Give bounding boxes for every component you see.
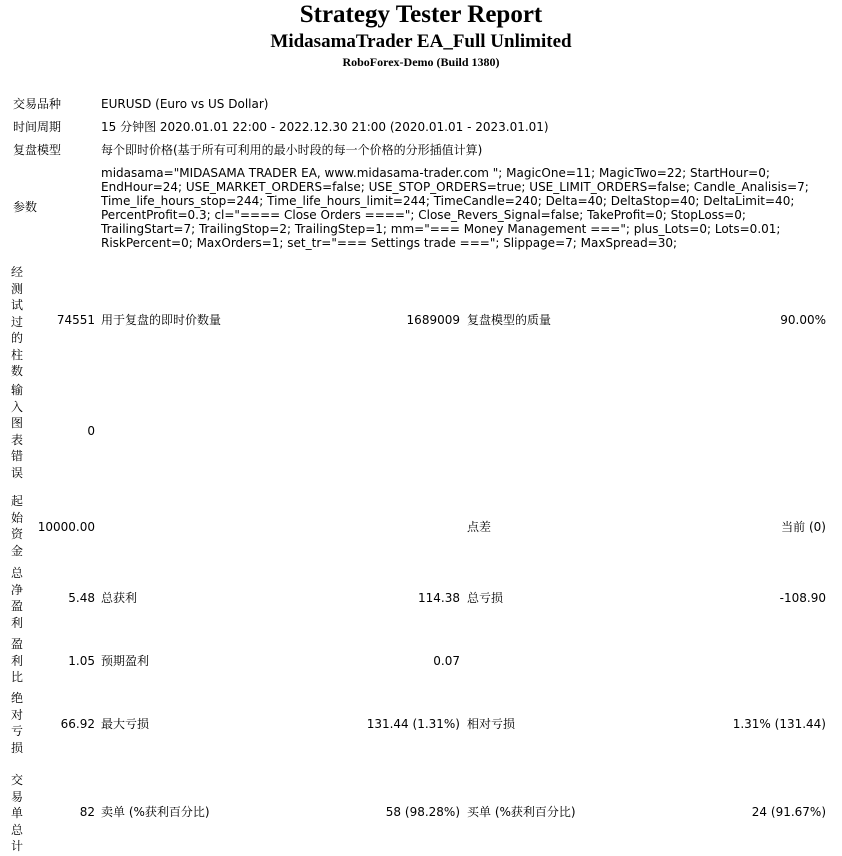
bars-label: 经测试过的柱数 [11, 265, 24, 378]
expected-payoff-label: 预期盈利 [101, 654, 150, 668]
ticks-label: 用于复盘的即时价数量 [101, 313, 222, 327]
max-drawdown-value: 131.44 (1.31%) [366, 717, 460, 731]
bars-value: 74551 [56, 313, 95, 327]
errors-value: 0 [87, 424, 95, 438]
ea-name: MidasamaTrader EA_Full Unlimited [270, 31, 572, 52]
long-positions-label: 买单 (%获利百分比) [467, 805, 576, 819]
report-title: Strategy Tester Report [299, 1, 543, 28]
ticks-value: 1689009 [406, 313, 460, 327]
gross-profit-label: 总获利 [101, 591, 138, 605]
abs-drawdown-value: 66.92 [60, 717, 95, 731]
params-value: midasama="MIDASAMA TRADER EA, www.midasama-trader.com "; MagicOne=11; MagicTwo=22; StartHour=0; EndHour=24; USE_MARKET_ORDERS=false; USE_STOP_ORDERS=true; USE_LIMIT_ORDERS=false; Candle_Analisis=7; Time_life_hours_stop=244; Time_life_hours_limit=244; TimeCandle=240; Delta=40; DeltaStop=40; DeltaLimit=40; PercentProfit=0.3; cl="==== Close Orders ===="; Close_Revers_Signal=false; TakeProfit=0; StopLoss=0; TrailingStart=7; TrailingStop=2; TrailingStep=1; mm="=== Money Management ==="; plus_Lots=0; Lots=0.01; RiskPercent=0; MaxOrders=1; set_tr="=== Settings trade ==="; Slippage=7; MaxSpread=30; [101, 166, 809, 250]
params-label: 参数 [13, 200, 38, 214]
period-label: 时间周期 [13, 120, 62, 134]
spread-label: 点差 [467, 520, 492, 534]
gross-profit-value: 114.38 [418, 591, 460, 605]
quality-label: 复盘模型的质量 [467, 313, 552, 327]
errors-label: 输入图表错误 [11, 383, 24, 480]
deposit-label: 起始资金 [11, 494, 24, 558]
server-build: RoboForex-Demo (Build 1380) [342, 55, 500, 69]
abs-drawdown-label: 绝对亏损 [11, 691, 24, 755]
gross-loss-value: -108.90 [779, 591, 826, 605]
long-positions-value: 24 (91.67%) [751, 805, 826, 819]
net-profit-label: 总净盈利 [11, 566, 24, 630]
spread-value: 当前 (0) [781, 520, 826, 534]
model-label: 复盘模型 [13, 143, 62, 157]
total-trades-label: 交易单总计 [11, 773, 24, 853]
expected-payoff-value: 0.07 [433, 654, 460, 668]
max-drawdown-label: 最大亏损 [101, 717, 150, 731]
profit-factor-value: 1.05 [68, 654, 95, 668]
symbol-value: EURUSD (Euro vs US Dollar) [101, 97, 269, 111]
model-value: 每个即时价格(基于所有可利用的最小时段的每一个价格的分形插值计算) [101, 143, 483, 157]
short-positions-label: 卖单 (%获利百分比) [101, 805, 210, 819]
total-trades-value: 82 [79, 805, 95, 819]
deposit-value: 10000.00 [37, 520, 95, 534]
rel-drawdown-value: 1.31% (131.44) [732, 717, 826, 731]
quality-value: 90.00% [780, 313, 826, 327]
profit-factor-label: 盈利比 [11, 637, 24, 684]
symbol-label: 交易品种 [13, 97, 62, 111]
net-profit-value: 5.48 [68, 591, 95, 605]
short-positions-value: 58 (98.28%) [385, 805, 460, 819]
gross-loss-label: 总亏损 [467, 591, 504, 605]
rel-drawdown-label: 相对亏损 [467, 717, 516, 731]
period-value: 15 分钟图 2020.01.01 22:00 - 2022.12.30 21:00 (2020.01.01 - 2023.01.01) [101, 120, 549, 134]
